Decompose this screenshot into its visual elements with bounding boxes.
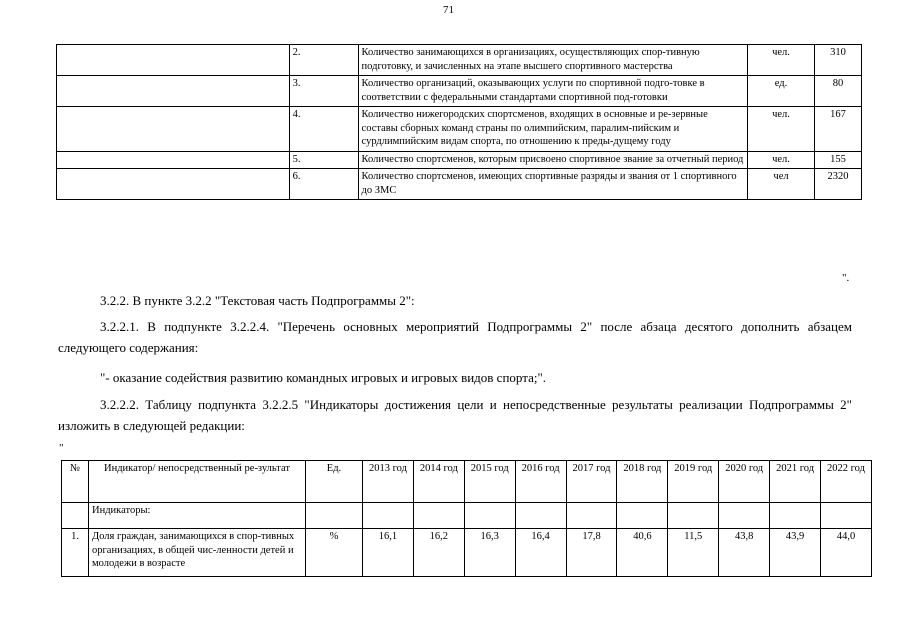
paragraph-3-2-2-1: 3.2.2.1. В подпункте 3.2.2.4. "Перечень основных мероприятий Подпрограммы 2" после абзаца десятого дополнить абзацем следующего содержания: [58,319,852,355]
row-value: 16,2 [413,529,464,577]
table-row [62,529,872,577]
empty-cell [57,169,290,200]
row-unit: чел. [748,107,815,152]
row-indicator: Доля граждан, занимающихся в спор-тивных организациях, в общей чис-ленности детей и молодежи в возрасте [89,529,306,577]
opening-quote: " [59,442,64,454]
row-value: 43,8 [719,529,770,577]
paragraph-3-2-2: 3.2.2. В пункте 3.2.2 "Текстовая часть Подпрограммы 2": [100,293,415,308]
row-value: 2320 [814,169,861,200]
header-year: 2022 год [821,461,872,503]
table-row [57,76,862,107]
header-year: 2014 год [413,461,464,503]
row-number: 3. [289,76,358,107]
row-value: 40,6 [617,529,668,577]
header-year: 2013 год [363,461,414,503]
indicators-table-continued [56,44,862,200]
row-unit: чел. [748,45,815,76]
row-value: 167 [814,107,861,152]
table-section-row [62,503,872,529]
row-number: 4. [289,107,358,152]
empty-cell [363,503,414,529]
header-indicator: Индикатор/ непосредственный ре-зультат [89,461,306,503]
row-value: 16,1 [363,529,414,577]
row-number: 2. [289,45,358,76]
row-value: 16,4 [515,529,566,577]
closing-quote: ". [842,272,850,284]
table-row [57,169,862,200]
header-year: 2020 год [719,461,770,503]
paragraph-inserted-text: "- оказание содействия развитию командных игровых и игровых видов спорта;". [100,370,547,385]
row-description: Количество занимающихся в организациях, осуществляющих спор-тивную подготовку, и зачисленных на этапе высшего спортивного мастерства [358,45,748,76]
table-row [57,107,862,152]
empty-cell [464,503,515,529]
table-row [57,45,862,76]
empty-cell [770,503,821,529]
row-unit: ед. [748,76,815,107]
row-unit: % [306,529,363,577]
row-value: 11,5 [668,529,719,577]
row-value: 80 [814,76,861,107]
empty-cell [719,503,770,529]
row-description: Количество спортсменов, которым присвоено спортивное звание за отчетный период [358,151,748,169]
page-number: 71 [443,4,454,16]
row-value: 43,9 [770,529,821,577]
row-description: Количество нижегородских спортсменов, входящих в основные и ре-зервные составы сборных команд страны по олимпийским, паралим-пийским и сурдлимпийским видам спорта, по отношению к преды-дущему году [358,107,748,152]
row-value: 16,3 [464,529,515,577]
row-unit: чел [748,169,815,200]
empty-cell [57,107,290,152]
empty-cell [57,151,290,169]
empty-cell [668,503,719,529]
header-year: 2018 год [617,461,668,503]
empty-cell [566,503,617,529]
header-year: 2015 год [464,461,515,503]
header-year: 2021 год [770,461,821,503]
row-value: 155 [814,151,861,169]
row-value: 44,0 [821,529,872,577]
header-year: 2019 год [668,461,719,503]
empty-cell [62,503,89,529]
row-value: 310 [814,45,861,76]
section-label: Индикаторы: [89,503,306,529]
empty-cell [821,503,872,529]
empty-cell [57,45,290,76]
row-value: 17,8 [566,529,617,577]
row-number: 6. [289,169,358,200]
row-number: 5. [289,151,358,169]
header-year: 2017 год [566,461,617,503]
empty-cell [413,503,464,529]
row-description: Количество спортсменов, имеющих спортивные разряды и звания от 1 спортивного до ЗМС [358,169,748,200]
header-unit: Ед. [306,461,363,503]
row-unit: чел. [748,151,815,169]
paragraph-3-2-2-2: 3.2.2.2. Таблицу подпункта 3.2.2.5 "Индикаторы достижения цели и непосредственные результаты реализации Подпрограммы 2" изложить в следующей редакции: [58,397,852,433]
header-number: № [62,461,89,503]
table-row [57,151,862,169]
row-number: 1. [62,529,89,577]
empty-cell [306,503,363,529]
empty-cell [617,503,668,529]
empty-cell [515,503,566,529]
empty-cell [57,76,290,107]
header-year: 2016 год [515,461,566,503]
row-description: Количество организаций, оказывающих услуги по спортивной подго-товке в соответствии с федеральными стандартами спортивной под-готовки [358,76,748,107]
table-header-row [62,461,872,503]
indicators-table [61,460,872,577]
